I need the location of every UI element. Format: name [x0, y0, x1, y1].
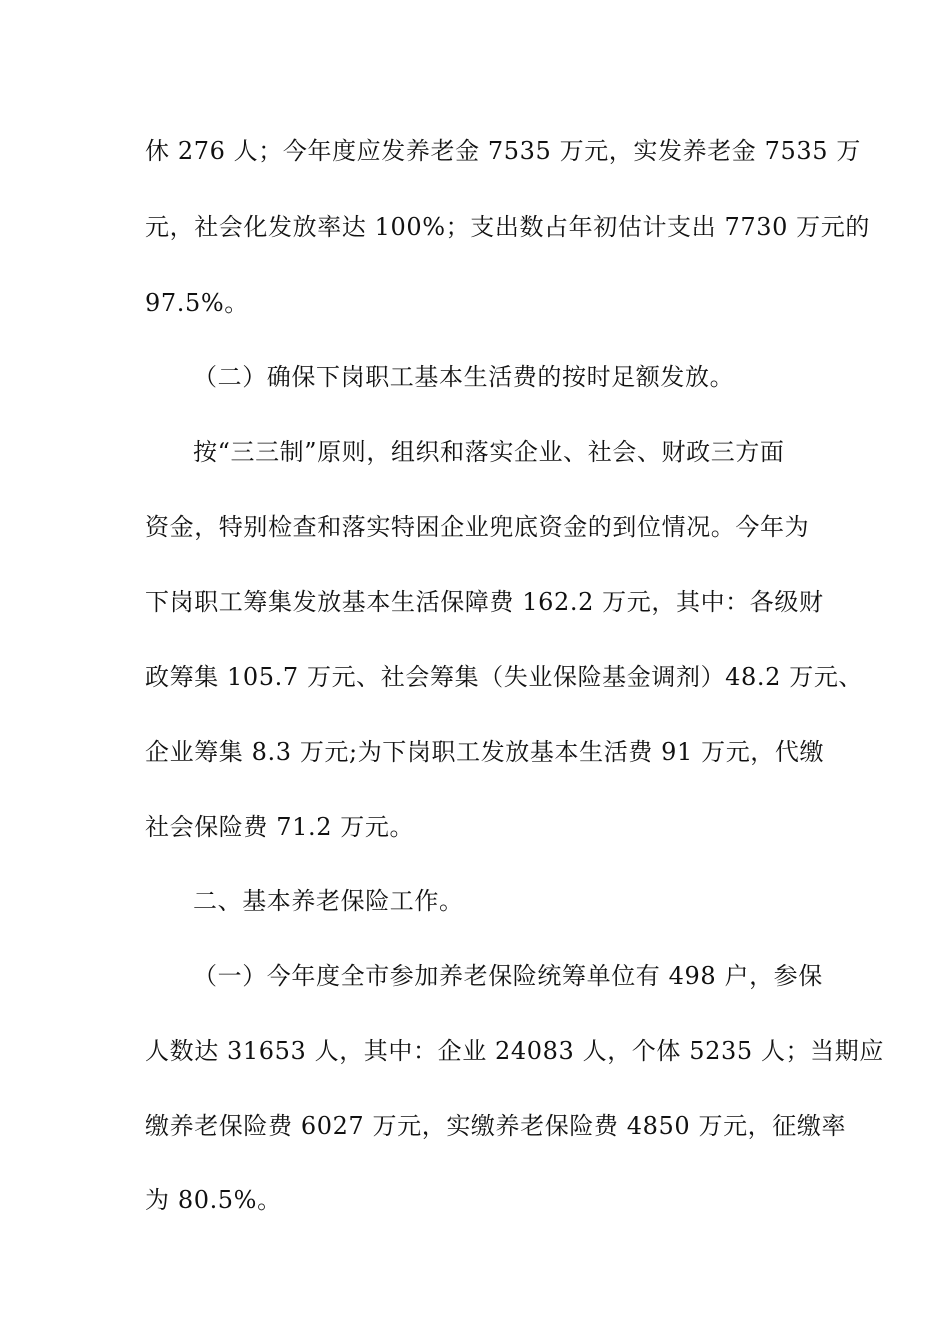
text-line-8: 政筹集 105.7 万元、社会筹集（失业保险基金调剂）48.2 万元、 [145, 663, 864, 691]
text-line-15: 为 80.5%。 [145, 1186, 282, 1214]
text-line-6: 资金，特别检查和落实特困企业兜底资金的到位情况。今年为 [145, 513, 810, 541]
text-line-2: 元，社会化发放率达 100%；支出数占年初估计支出 7730 万元的 [145, 213, 870, 241]
text-line-13: 人数达 31653 人，其中：企业 24083 人，个体 5235 人；当期应 [145, 1037, 884, 1065]
text-line-9: 企业筹集 8.3 万元;为下岗职工发放基本生活费 91 万元，代缴 [145, 738, 825, 766]
text-line-14: 缴养老保险费 6027 万元，实缴养老保险费 4850 万元，征缴率 [145, 1112, 847, 1140]
section-heading-pension: 二、基本养老保险工作。 [193, 887, 464, 915]
text-line-7: 下岗职工筹集发放基本生活保障费 162.2 万元，其中：各级财 [145, 588, 824, 616]
text-line-12: （一）今年度全市参加养老保险统筹单位有 498 户，参保 [193, 962, 823, 990]
text-line-5: 按“三三制”原则，组织和落实企业、社会、财政三方面 [193, 438, 785, 466]
text-line-1: 休 276 人；今年度应发养老金 7535 万元，实发养老金 7535 万 [145, 137, 861, 165]
text-line-3: 97.5%。 [145, 289, 249, 317]
text-line-10: 社会保险费 71.2 万元。 [145, 813, 415, 841]
section-heading-two: （二）确保下岗职工基本生活费的按时足额发放。 [193, 363, 735, 391]
